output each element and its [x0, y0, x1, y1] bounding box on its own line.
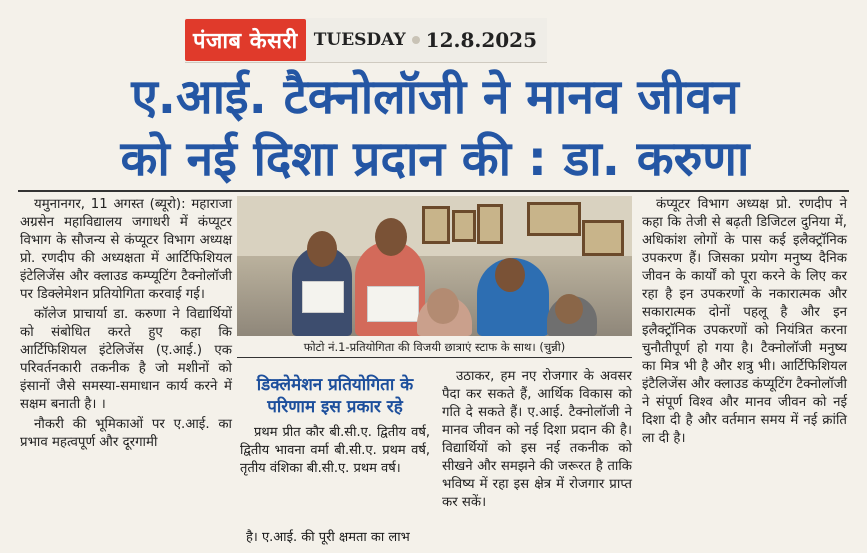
masthead: [185, 18, 547, 63]
caption-divider: [237, 357, 632, 358]
newspaper-logo: पंजाब केसरी: [185, 19, 306, 61]
article-paragraph: कंप्यूटर विभाग अध्यक्ष प्रो. रणदीप ने कहा कि तेजी से बढ़ती डिजिटल दुनिया में, अधिकांश लोगों के पास कई इलैक्ट्रॉनिक उपकरण हैं। जिसका प्रयोग मनुष्य दैनिक जीवन के कार्यों को पूरा करने के लिए कर रहा है इन उपकरणों के नकारात्मक और सकारात्मक दोनों पहलू है और इन इलैक्ट्रॉनिक उपकरणों को नियंत्रित करना चुनौतीपूर्ण हो गया है। टैक्नोलॉजी मनुष्य का मित्र भी है और शत्रु भी। आर्टिफिशियल इंटैलिजेंस और क्लाउड कंप्यूटिंग टैक्नोलॉजी ने संपूर्ण विश्व और मानव जीवन को नई दिशा दी है और वर्तमान समय में नई क्रांति ला दी है।: [642, 197, 847, 446]
article-column-3: [442, 368, 632, 514]
wall-frame: [452, 210, 476, 242]
wall-frame: [477, 204, 503, 244]
wall-frame: [422, 206, 450, 244]
article-column-4: [642, 196, 847, 450]
issue-date: 12.8.2025: [425, 28, 537, 52]
article-column-2-bottom: है। ए.आई. की पूरी क्षमता का लाभ: [246, 530, 410, 545]
results-heading: डिक्लेमेशन प्रतियोगिता के परिणाम इस प्रकार रहे: [256, 375, 414, 417]
person-head: [495, 258, 525, 292]
person-head: [555, 294, 583, 324]
separator-dot-icon: [412, 36, 420, 44]
results-text-block: [240, 424, 430, 478]
certificate: [302, 281, 344, 313]
person-head: [307, 231, 337, 267]
person-head: [427, 288, 459, 324]
headline-divider: [18, 190, 849, 192]
issue-day: TUESDAY: [313, 30, 406, 50]
wall-frame: [582, 220, 624, 256]
photo-caption: फोटो नं.1-प्रतियोगिता की विजयी छात्राएं स्टाफ के साथ। (चुन्नी): [303, 340, 566, 354]
article-paragraph: उठाकर, हम नए रोजगार के अवसर पैदा कर सकते हैं, आर्थिक विकास को गति दे सकते हैं। ए.आई. टैक्नोलॉजी ने मानव जीवन को नई दिशा प्रदान की है। विद्यार्थियों को इस नई तकनीक को सीखने और समझने की जरूरत है ताकि भविष्य में रहा इस क्षेत्र में रोजगार प्राप्त कर सकें।: [442, 369, 632, 510]
article-paragraph: यमुनानगर, 11 अगस्त (ब्यूरो): महाराजा अग्रसेन महाविद्यालय जगाधरी में कंप्यूटर विभाग के सौजन्य से कंप्यूटर विभाग अध्यक्ष प्रो. रणदीप की अध्यक्षता में आर्टिफिशियल इंटेलिजेंस और क्लाउड कम्प्यूटिंग टैक्नोलॉजी पर डिक्लेमेशन प्रतियोगिता करवाई गई।: [20, 197, 232, 302]
event-photo: [237, 196, 632, 336]
results-text: प्रथम प्रीत कौर बी.सी.ए. द्वितीय वर्ष, द्वितीय भावना वर्मा बी.सी.ए. प्रथम वर्ष, तृतीय वंशिका बी.सी.ए. प्रथम वर्ष।: [240, 425, 430, 476]
certificate: [367, 286, 419, 322]
headline-line-1: ए.आई. टैक्नोलॉजी ने मानव जीवन: [131, 69, 739, 125]
headline-line-2: को नई दिशा प्रदान की : डा. करुणा: [120, 131, 750, 187]
article-column-1: [20, 196, 232, 454]
person-head: [375, 218, 407, 256]
article-paragraph: कॉलेज प्राचार्या डा. करुणा ने विद्यार्थियों को संबोधित करते हुए कहा कि आर्टिफिशियल इंटेलिजेंस (ए.आई.) एक परिवर्तनकारी तकनीक है जो मशीनों को इंसानों जैसे समस्या-समाधान कार्य करने में सक्षम बनाती है। ।: [20, 307, 232, 412]
article-paragraph: नौकरी की भूमिकाओं पर ए.आई. का प्रभाव महत्वपूर्ण और दूरगामी: [20, 417, 232, 450]
wall-frame: [527, 202, 581, 236]
